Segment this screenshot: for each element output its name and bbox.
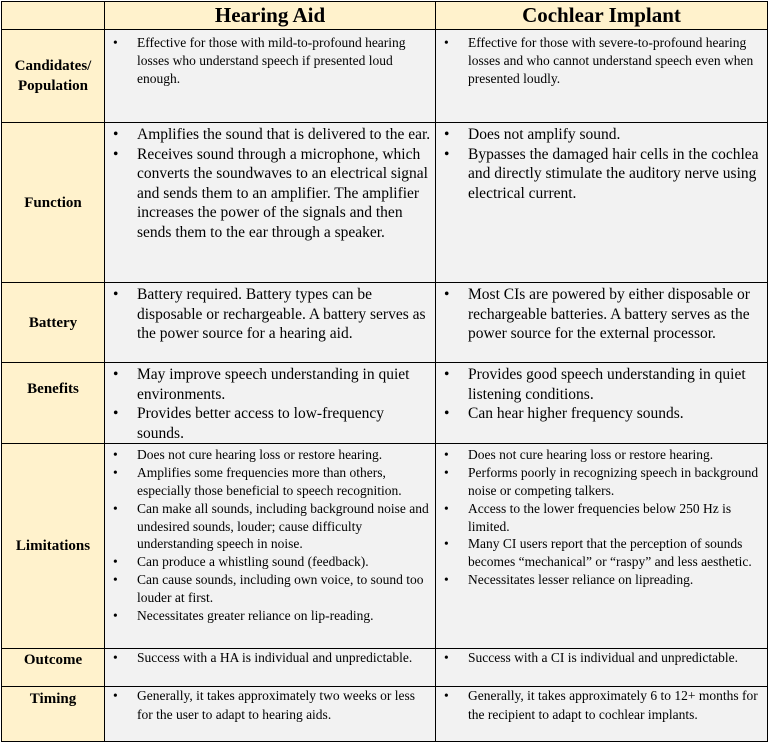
cochlear-implant-battery-cell (436, 283, 768, 363)
cochlear-implant-benefits-cell (436, 363, 768, 444)
list-item: • Generally, it takes approximately 6 to 12+ months for the recipient to adapt to cochlear implants. (442, 687, 763, 724)
comparison-table (1, 1, 768, 742)
header-row (2, 2, 768, 30)
list-item: • Performs poorly in recognizing speech in background noise or competing talkers. (442, 464, 763, 500)
row-label-battery: Battery (2, 283, 105, 363)
hearing-aid-candidates-cell (105, 30, 436, 123)
row-label-candidates: Candidates/ Population (2, 30, 105, 123)
column-header-cochlear-implant: Cochlear Implant (436, 2, 768, 30)
list-item: • Most CIs are powered by either disposable or rechargeable batteries. A battery serves as the power source for the external processor. (442, 285, 763, 344)
cochlear-implant-limitations-cell (436, 444, 768, 649)
list-item: • Generally, it takes approximately two weeks or less for the user to adapt to hearing aids. (111, 687, 431, 724)
corner-cell (2, 2, 105, 30)
cochlear-implant-outcome-cell (436, 649, 768, 687)
table-row (2, 30, 768, 123)
table-row (2, 649, 768, 687)
list-item: • Amplifies the sound that is delivered to the ear. (111, 125, 431, 145)
row-label-function: Function (2, 123, 105, 283)
table-row (2, 283, 768, 363)
list-item: • Effective for those with severe-to-profound hearing losses and who cannot understand speech even when presented loudly. (442, 34, 763, 87)
list-item: • Can cause sounds, including own voice, to sound too louder at first. (111, 571, 431, 607)
list-item: • Does not cure hearing loss or restore hearing. (442, 446, 763, 464)
hearing-aid-battery-cell (105, 283, 436, 363)
list-item: • Can hear higher frequency sounds. (442, 404, 763, 424)
hearing-aid-timing-cell (105, 687, 436, 742)
list-item: • Effective for those with mild-to-profound hearing losses who understand speech if presented loud enough. (111, 34, 431, 87)
row-label-limitations: Limitations (2, 444, 105, 649)
row-label-timing: Timing (2, 687, 105, 742)
table-row (2, 444, 768, 649)
cochlear-implant-function-cell (436, 123, 768, 283)
row-label-outcome: Outcome (2, 649, 105, 687)
list-item: • Many CI users report that the perception of sounds becomes “mechanical” or “raspy” and less aesthetic. (442, 535, 763, 571)
table-row (2, 123, 768, 283)
hearing-aid-function-cell (105, 123, 436, 283)
hearing-aid-limitations-cell (105, 444, 436, 649)
hearing-aid-benefits-cell (105, 363, 436, 444)
list-item: • Can make all sounds, including background noise and undesired sounds, louder; cause difficulty understanding speech in noise. (111, 500, 431, 553)
row-label-benefits: Benefits (2, 363, 105, 444)
list-item: • Bypasses the damaged hair cells in the cochlea and directly stimulate the auditory nerve using electrical current. (442, 145, 763, 204)
list-item: • Battery required. Battery types can be disposable or rechargeable. A battery serves as the power source for a hearing aid. (111, 285, 431, 344)
cochlear-implant-candidates-cell (436, 30, 768, 123)
table-row (2, 687, 768, 742)
list-item: • Provides good speech understanding in quiet listening conditions. (442, 365, 763, 404)
list-item: • Amplifies some frequencies more than others, especially those beneficial to speech recognition. (111, 464, 431, 500)
table-row (2, 363, 768, 444)
list-item: • Does not amplify sound. (442, 125, 763, 145)
list-item: • May improve speech understanding in quiet environments. (111, 365, 431, 404)
list-item: • Necessitates greater reliance on lip-reading. (111, 607, 431, 625)
list-item: • Can produce a whistling sound (feedback). (111, 553, 431, 571)
column-header-hearing-aid: Hearing Aid (105, 2, 436, 30)
list-item: • Provides better access to low-frequency sounds. (111, 404, 431, 443)
list-item: • Does not cure hearing loss or restore hearing. (111, 446, 431, 464)
list-item: • Success with a CI is individual and unpredictable. (442, 649, 763, 667)
list-item: • Receives sound through a microphone, which converts the soundwaves to an electrical signal and sends them to an amplifier. The amplifier increases the power of the signals and then sends them to the ear through a speaker. (111, 145, 431, 243)
list-item: • Success with a HA is individual and unpredictable. (111, 649, 431, 667)
list-item: • Necessitates lesser reliance on lipreading. (442, 571, 763, 589)
list-item: • Access to the lower frequencies below 250 Hz is limited. (442, 500, 763, 536)
cochlear-implant-timing-cell (436, 687, 768, 742)
hearing-aid-outcome-cell (105, 649, 436, 687)
